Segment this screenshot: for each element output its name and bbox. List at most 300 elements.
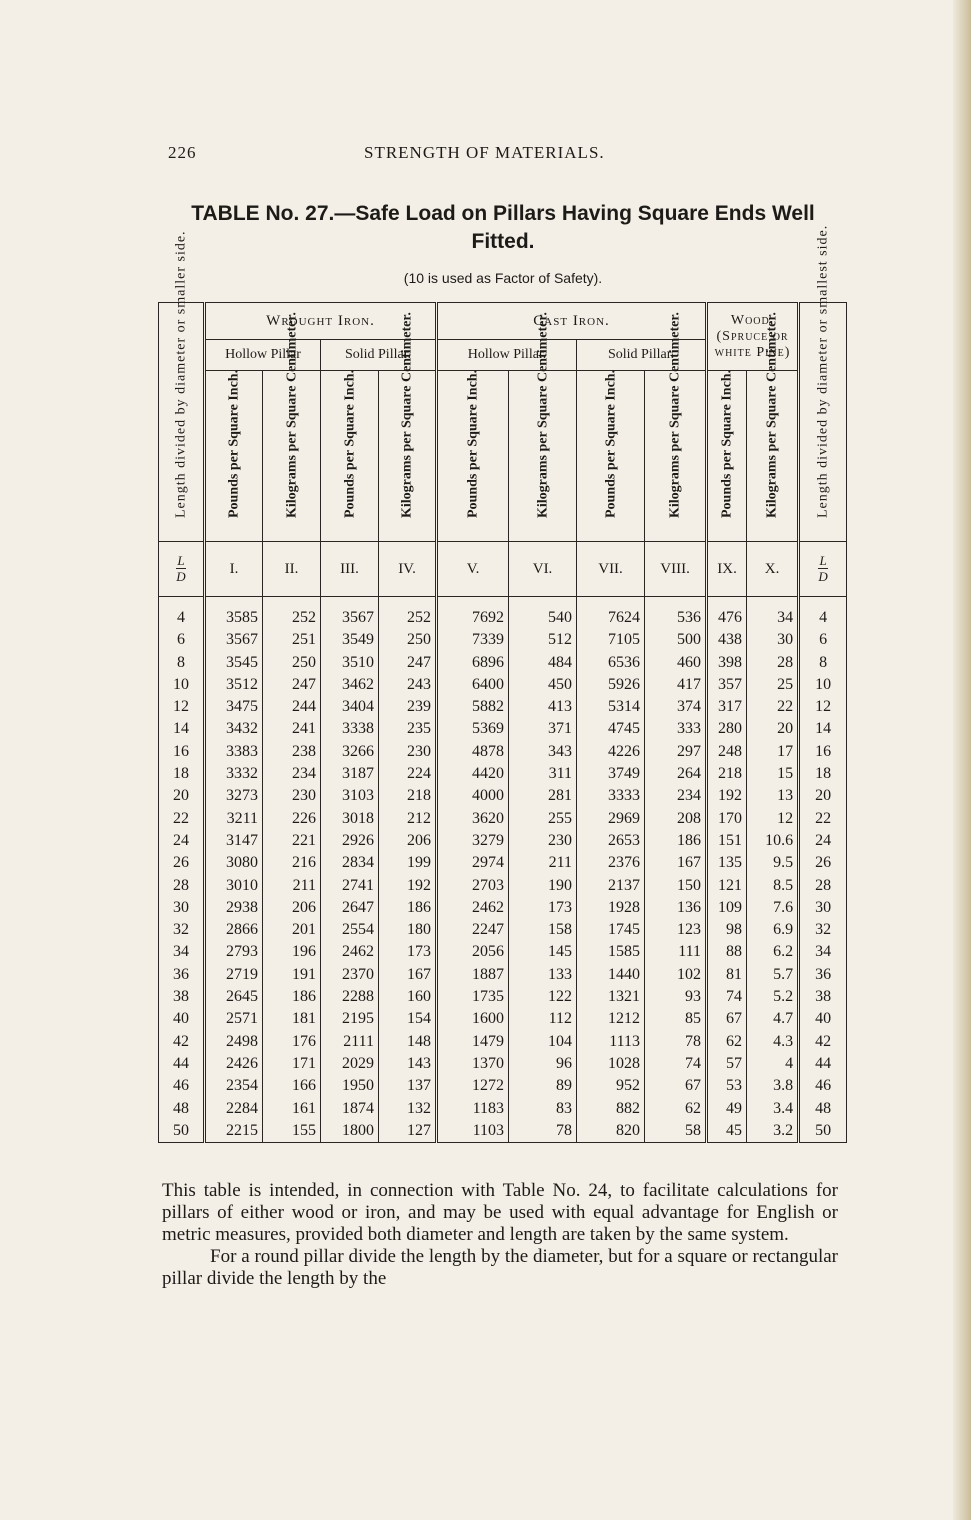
value-cell: 5926: [577, 674, 645, 696]
subgroup-solid-cast: Solid Pillar.: [577, 340, 707, 371]
ratio-cell: 22: [173, 809, 189, 827]
value-cell: 3585: [205, 597, 263, 630]
value-cell: 2793: [205, 941, 263, 963]
value-cell: 5369: [437, 718, 509, 740]
table-row: [159, 1031, 847, 1053]
ratio-cell: 12: [173, 698, 189, 716]
value-cell: 112: [509, 1008, 577, 1030]
value-cell: 2029: [321, 1053, 379, 1075]
ratio-cell: 4: [799, 597, 847, 630]
ratio-cell: 30: [173, 898, 189, 916]
value-cell: 241: [263, 718, 321, 740]
value-cell: 136: [645, 897, 707, 919]
value-cell: 6896: [437, 652, 509, 674]
value-cell: 5882: [437, 696, 509, 718]
table-row: [159, 1008, 847, 1030]
value-cell: 3.4: [747, 1098, 799, 1120]
value-cell: 252: [263, 597, 321, 630]
value-cell: 221: [263, 830, 321, 852]
value-cell: 333: [645, 718, 707, 740]
unit-header-kg: Kilograms per Square Centimeter.: [645, 371, 707, 542]
column-numeral: II.: [263, 542, 321, 597]
value-cell: 7.6: [747, 897, 799, 919]
value-cell: 6536: [577, 652, 645, 674]
ratio-cell: 42: [799, 1031, 847, 1053]
value-cell: 1479: [437, 1031, 509, 1053]
value-cell: 211: [509, 852, 577, 874]
ratio-cell: 14: [173, 720, 189, 738]
value-cell: 882: [577, 1098, 645, 1120]
value-cell: 133: [509, 964, 577, 986]
value-cell: 2284: [205, 1098, 263, 1120]
value-cell: 3333: [577, 785, 645, 807]
value-cell: 3510: [321, 652, 379, 674]
table-body: [159, 597, 847, 1143]
value-cell: 317: [707, 696, 747, 718]
value-cell: 3211: [205, 808, 263, 830]
value-cell: 476: [707, 597, 747, 630]
value-cell: 2462: [321, 941, 379, 963]
ratio-cell: 8: [177, 653, 185, 671]
value-cell: 127: [379, 1120, 437, 1143]
value-cell: 3266: [321, 741, 379, 763]
value-cell: 121: [707, 875, 747, 897]
value-cell: 199: [379, 852, 437, 874]
ratio-cell: 38: [799, 986, 847, 1008]
value-cell: 186: [263, 986, 321, 1008]
table-row: [159, 964, 847, 986]
value-cell: 3567: [205, 629, 263, 651]
ratio-cell: 32: [799, 919, 847, 941]
unit-header-lb: Pounds per Square Inch.: [321, 371, 379, 542]
ratio-cell: 22: [799, 808, 847, 830]
group-wood: Wood. (Spruce or white Pine): [707, 303, 799, 371]
value-cell: 74: [707, 986, 747, 1008]
value-cell: 1950: [321, 1075, 379, 1097]
value-cell: 3103: [321, 785, 379, 807]
value-cell: 104: [509, 1031, 577, 1053]
value-cell: 192: [379, 875, 437, 897]
value-cell: 413: [509, 696, 577, 718]
value-cell: 57: [707, 1053, 747, 1075]
value-cell: 13: [747, 785, 799, 807]
value-cell: 4420: [437, 763, 509, 785]
table-row: [159, 696, 847, 718]
value-cell: 3.2: [747, 1120, 799, 1143]
table-row: [159, 1075, 847, 1097]
value-cell: 512: [509, 629, 577, 651]
value-cell: 6400: [437, 674, 509, 696]
value-cell: 2498: [205, 1031, 263, 1053]
table-row: [159, 986, 847, 1008]
value-cell: 1113: [577, 1031, 645, 1053]
value-cell: 171: [263, 1053, 321, 1075]
value-cell: 5314: [577, 696, 645, 718]
unit-header-lb: Pounds per Square Inch.: [205, 371, 263, 542]
ratio-cell: 4: [177, 609, 185, 626]
value-cell: 2647: [321, 897, 379, 919]
ratio-cell: 16: [799, 741, 847, 763]
ratio-cell: 6: [799, 629, 847, 651]
value-cell: 186: [379, 897, 437, 919]
value-cell: 186: [645, 830, 707, 852]
value-cell: 3332: [205, 763, 263, 785]
value-cell: 122: [509, 986, 577, 1008]
value-cell: 2376: [577, 852, 645, 874]
value-cell: 2426: [205, 1053, 263, 1075]
value-cell: 484: [509, 652, 577, 674]
unit-header-lb: Pounds per Square Inch.: [577, 371, 645, 542]
value-cell: 2554: [321, 919, 379, 941]
value-cell: 1440: [577, 964, 645, 986]
value-cell: 239: [379, 696, 437, 718]
value-cell: 4226: [577, 741, 645, 763]
value-cell: 2370: [321, 964, 379, 986]
value-cell: 1212: [577, 1008, 645, 1030]
unit-header-kg: Kilograms per Square Centimeter.: [379, 371, 437, 542]
value-cell: 7692: [437, 597, 509, 630]
value-cell: 173: [509, 897, 577, 919]
value-cell: 190: [509, 875, 577, 897]
value-cell: 230: [379, 741, 437, 763]
value-cell: 3383: [205, 741, 263, 763]
value-cell: 2645: [205, 986, 263, 1008]
value-cell: 216: [263, 852, 321, 874]
table-row: [159, 852, 847, 874]
value-cell: 208: [645, 808, 707, 830]
value-cell: 3545: [205, 652, 263, 674]
value-cell: 4745: [577, 718, 645, 740]
ratio-cell: 12: [799, 696, 847, 718]
value-cell: 3273: [205, 785, 263, 807]
table-row: [159, 1120, 847, 1143]
subgroup-solid-wrought: Solid Pillar.: [321, 340, 437, 371]
body-text: [162, 1180, 838, 1290]
ratio-cell: 24: [799, 830, 847, 852]
subgroup-hollow-wrought: Hollow Pillar: [205, 340, 321, 371]
value-cell: 83: [509, 1098, 577, 1120]
unit-header-kg: Kilograms per Square Centimeter.: [509, 371, 577, 542]
ratio-cell: 32: [173, 921, 189, 939]
value-cell: 2866: [205, 919, 263, 941]
ratio-cell: 18: [173, 765, 189, 783]
value-cell: 111: [645, 941, 707, 963]
value-cell: 150: [645, 875, 707, 897]
value-cell: 98: [707, 919, 747, 941]
value-cell: 148: [379, 1031, 437, 1053]
value-cell: 62: [645, 1098, 707, 1120]
value-cell: 1370: [437, 1053, 509, 1075]
value-cell: 2462: [437, 897, 509, 919]
value-cell: 2056: [437, 941, 509, 963]
ratio-cell: 6: [177, 631, 185, 649]
value-cell: 180: [379, 919, 437, 941]
value-cell: 500: [645, 629, 707, 651]
value-cell: 371: [509, 718, 577, 740]
value-cell: 167: [645, 852, 707, 874]
value-cell: 206: [263, 897, 321, 919]
running-head-title: STRENGTH OF MATERIALS.: [364, 143, 605, 162]
ratio-cell: 18: [799, 763, 847, 785]
value-cell: 34: [747, 597, 799, 630]
value-cell: 218: [707, 763, 747, 785]
value-cell: 15: [747, 763, 799, 785]
value-cell: 281: [509, 785, 577, 807]
page-number: 226: [168, 143, 197, 162]
value-cell: 230: [509, 830, 577, 852]
value-cell: 28: [747, 652, 799, 674]
table-row: [159, 597, 847, 630]
unit-header-lb: Pounds per Square Inch.: [437, 371, 509, 542]
ratio-cell: 36: [173, 965, 189, 983]
ratio-cell: 40: [799, 1008, 847, 1030]
value-cell: 244: [263, 696, 321, 718]
value-cell: 280: [707, 718, 747, 740]
table-row: [159, 652, 847, 674]
value-cell: 181: [263, 1008, 321, 1030]
value-cell: 45: [707, 1120, 747, 1143]
group-wrought-iron: Wrought Iron.: [205, 303, 437, 340]
value-cell: 137: [379, 1075, 437, 1097]
value-cell: 167: [379, 964, 437, 986]
value-cell: 243: [379, 674, 437, 696]
value-cell: 3338: [321, 718, 379, 740]
value-cell: 250: [263, 652, 321, 674]
value-cell: 201: [263, 919, 321, 941]
value-cell: 226: [263, 808, 321, 830]
value-cell: 2969: [577, 808, 645, 830]
value-cell: 251: [263, 629, 321, 651]
value-cell: 145: [509, 941, 577, 963]
value-cell: 252: [379, 597, 437, 630]
ld-label: L D: [159, 542, 205, 597]
ratio-cell: 8: [799, 652, 847, 674]
value-cell: 2834: [321, 852, 379, 874]
ratio-cell: 48: [173, 1099, 189, 1117]
value-cell: 49: [707, 1098, 747, 1120]
value-cell: 2195: [321, 1008, 379, 1030]
value-cell: 264: [645, 763, 707, 785]
value-cell: 4000: [437, 785, 509, 807]
unit-header-lb: Pounds per Square Inch.: [707, 371, 747, 542]
value-cell: 1800: [321, 1120, 379, 1143]
value-cell: 952: [577, 1075, 645, 1097]
value-cell: 67: [645, 1075, 707, 1097]
value-cell: 4.3: [747, 1031, 799, 1053]
value-cell: 2137: [577, 875, 645, 897]
value-cell: 22: [747, 696, 799, 718]
value-cell: 2111: [321, 1031, 379, 1053]
value-cell: 2703: [437, 875, 509, 897]
column-numeral: IX.: [707, 542, 747, 597]
value-cell: 7624: [577, 597, 645, 630]
value-cell: 3567: [321, 597, 379, 630]
value-cell: 1321: [577, 986, 645, 1008]
value-cell: 3620: [437, 808, 509, 830]
value-cell: 158: [509, 919, 577, 941]
value-cell: 4.7: [747, 1008, 799, 1030]
running-head: [168, 143, 648, 167]
value-cell: 1745: [577, 919, 645, 941]
value-cell: 160: [379, 986, 437, 1008]
ratio-cell: 34: [173, 943, 189, 961]
value-cell: 155: [263, 1120, 321, 1143]
value-cell: 53: [707, 1075, 747, 1097]
value-cell: 398: [707, 652, 747, 674]
side-label-left: Length divided by diameter or smaller side.: [159, 303, 205, 542]
value-cell: 1183: [437, 1098, 509, 1120]
value-cell: 238: [263, 741, 321, 763]
value-cell: 2354: [205, 1075, 263, 1097]
value-cell: 30: [747, 629, 799, 651]
ratio-cell: 26: [799, 852, 847, 874]
value-cell: 135: [707, 852, 747, 874]
value-cell: 2938: [205, 897, 263, 919]
value-cell: 3018: [321, 808, 379, 830]
value-cell: 173: [379, 941, 437, 963]
value-cell: 78: [645, 1031, 707, 1053]
value-cell: 191: [263, 964, 321, 986]
value-cell: 1928: [577, 897, 645, 919]
value-cell: 1600: [437, 1008, 509, 1030]
value-cell: 192: [707, 785, 747, 807]
ratio-cell: 44: [799, 1053, 847, 1075]
column-numeral: X.: [747, 542, 799, 597]
column-numeral: IV.: [379, 542, 437, 597]
paragraph: For a round pillar divide the length by the diameter, but for a square or rectangular pillar divide the length by the: [162, 1246, 838, 1289]
value-cell: 218: [379, 785, 437, 807]
ratio-cell: 46: [173, 1077, 189, 1095]
value-cell: 1874: [321, 1098, 379, 1120]
value-cell: 820: [577, 1120, 645, 1143]
value-cell: 20: [747, 718, 799, 740]
value-cell: 154: [379, 1008, 437, 1030]
value-cell: 2247: [437, 919, 509, 941]
value-cell: 5.7: [747, 964, 799, 986]
value-cell: 9.5: [747, 852, 799, 874]
ratio-cell: 10: [799, 674, 847, 696]
value-cell: 1028: [577, 1053, 645, 1075]
table-row: [159, 674, 847, 696]
ratio-cell: 50: [799, 1120, 847, 1143]
value-cell: 143: [379, 1053, 437, 1075]
table-title: TABLE No. 27.—Safe Load on Pillars Having Square Ends Well Fitted.: [191, 202, 815, 253]
subgroup-hollow-cast: Hollow Pillar.: [437, 340, 577, 371]
table-row: [159, 808, 847, 830]
value-cell: 1735: [437, 986, 509, 1008]
ratio-cell: 20: [799, 785, 847, 807]
value-cell: 2741: [321, 875, 379, 897]
value-cell: 250: [379, 629, 437, 651]
table-row: [159, 1053, 847, 1075]
value-cell: 132: [379, 1098, 437, 1120]
value-cell: 5.2: [747, 986, 799, 1008]
value-cell: 450: [509, 674, 577, 696]
value-cell: 88: [707, 941, 747, 963]
value-cell: 212: [379, 808, 437, 830]
value-cell: 1585: [577, 941, 645, 963]
ratio-cell: 36: [799, 964, 847, 986]
table-row: [159, 830, 847, 852]
value-cell: 6.9: [747, 919, 799, 941]
column-numeral: III.: [321, 542, 379, 597]
table-row: [159, 919, 847, 941]
column-numeral: VIII.: [645, 542, 707, 597]
ratio-cell: 42: [173, 1032, 189, 1050]
value-cell: 248: [707, 741, 747, 763]
value-cell: 10.6: [747, 830, 799, 852]
ratio-cell: 24: [173, 831, 189, 849]
value-cell: 211: [263, 875, 321, 897]
value-cell: 25: [747, 674, 799, 696]
value-cell: 2926: [321, 830, 379, 852]
value-cell: 2974: [437, 852, 509, 874]
value-cell: 58: [645, 1120, 707, 1143]
value-cell: 235: [379, 718, 437, 740]
value-cell: 374: [645, 696, 707, 718]
value-cell: 234: [645, 785, 707, 807]
ld-label: L D: [799, 542, 847, 597]
column-numeral: I.: [205, 542, 263, 597]
value-cell: 96: [509, 1053, 577, 1075]
value-cell: 3475: [205, 696, 263, 718]
value-cell: 1103: [437, 1120, 509, 1143]
ratio-cell: 28: [799, 875, 847, 897]
table-row: [159, 941, 847, 963]
value-cell: 3187: [321, 763, 379, 785]
roman-numeral-row: [159, 542, 847, 597]
ratio-cell: 10: [173, 675, 189, 693]
ratio-cell: 20: [173, 787, 189, 805]
ratio-cell: 30: [799, 897, 847, 919]
value-cell: 343: [509, 741, 577, 763]
value-cell: 170: [707, 808, 747, 830]
ratio-cell: 34: [799, 941, 847, 963]
group-cast-iron: Cast Iron.: [437, 303, 707, 340]
value-cell: 93: [645, 986, 707, 1008]
value-cell: 206: [379, 830, 437, 852]
value-cell: 255: [509, 808, 577, 830]
ratio-cell: 28: [173, 876, 189, 894]
value-cell: 3279: [437, 830, 509, 852]
value-cell: 4878: [437, 741, 509, 763]
value-cell: 540: [509, 597, 577, 630]
table-row: [159, 785, 847, 807]
value-cell: 7105: [577, 629, 645, 651]
value-cell: 1272: [437, 1075, 509, 1097]
value-cell: 438: [707, 629, 747, 651]
value-cell: 3462: [321, 674, 379, 696]
value-cell: 17: [747, 741, 799, 763]
value-cell: 3080: [205, 852, 263, 874]
value-cell: 3549: [321, 629, 379, 651]
table-row: [159, 629, 847, 651]
value-cell: 2215: [205, 1120, 263, 1143]
value-cell: 247: [263, 674, 321, 696]
value-cell: 12: [747, 808, 799, 830]
ratio-cell: 46: [799, 1075, 847, 1097]
value-cell: 109: [707, 897, 747, 919]
table-subtitle: (10 is used as Factor of Safety).: [403, 270, 603, 286]
table-row: [159, 897, 847, 919]
value-cell: 234: [263, 763, 321, 785]
value-cell: 166: [263, 1075, 321, 1097]
table-row: [159, 718, 847, 740]
value-cell: 89: [509, 1075, 577, 1097]
ratio-cell: 48: [799, 1098, 847, 1120]
value-cell: 81: [707, 964, 747, 986]
value-cell: 3512: [205, 674, 263, 696]
